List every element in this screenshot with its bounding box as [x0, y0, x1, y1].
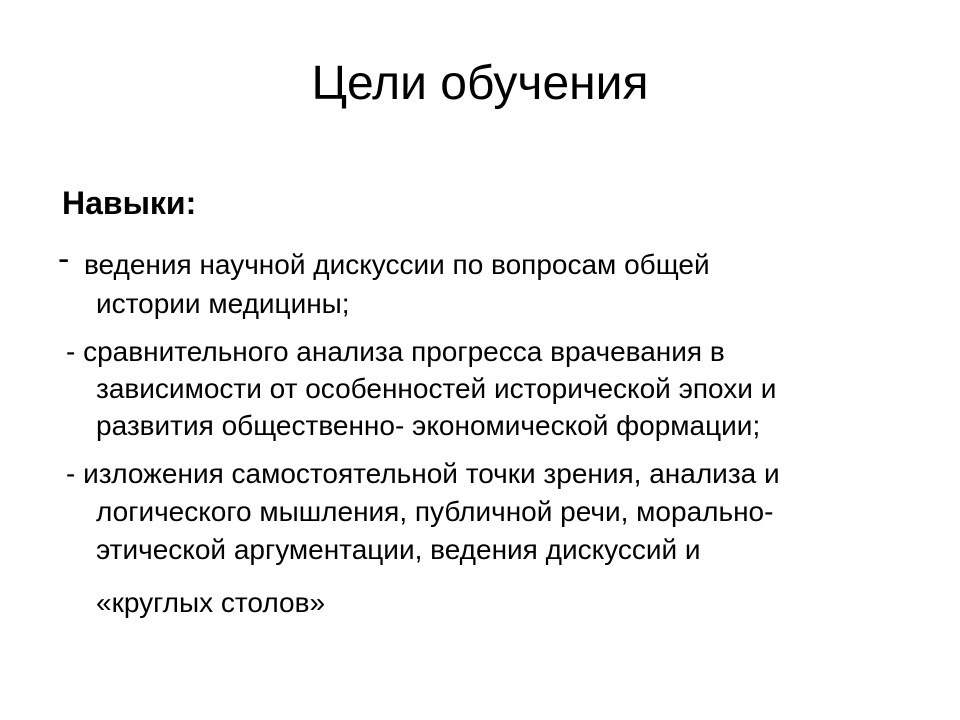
list-item-3-line-2: логического мышления, публичной речи, морально-	[96, 496, 774, 527]
list-item-2-line-3: развития общественно- экономической формации;	[96, 410, 761, 441]
slide-title: Цели обучения	[311, 57, 649, 110]
list-item-1-line-1: ведения научной дискуссии по вопросам общей	[84, 249, 710, 280]
list-item-3-line-4: «круглых столов»	[96, 587, 326, 618]
list-item-3-line-3: этической аргументации, ведения дискуссий и	[96, 534, 701, 565]
list-item-2-line-1: - сравнительного анализа прогресса врачевания в	[66, 336, 725, 367]
bullet-dash: -	[58, 240, 70, 278]
list-item-2-line-2: зависимости от особенностей исторической эпохи и	[96, 373, 777, 404]
list-item-1-line-2: истории медицины;	[96, 288, 350, 319]
list-item-3-line-1: - изложения самостоятельной точки зрения, анализа и	[66, 458, 780, 489]
section-heading: Навыки:	[62, 185, 197, 221]
